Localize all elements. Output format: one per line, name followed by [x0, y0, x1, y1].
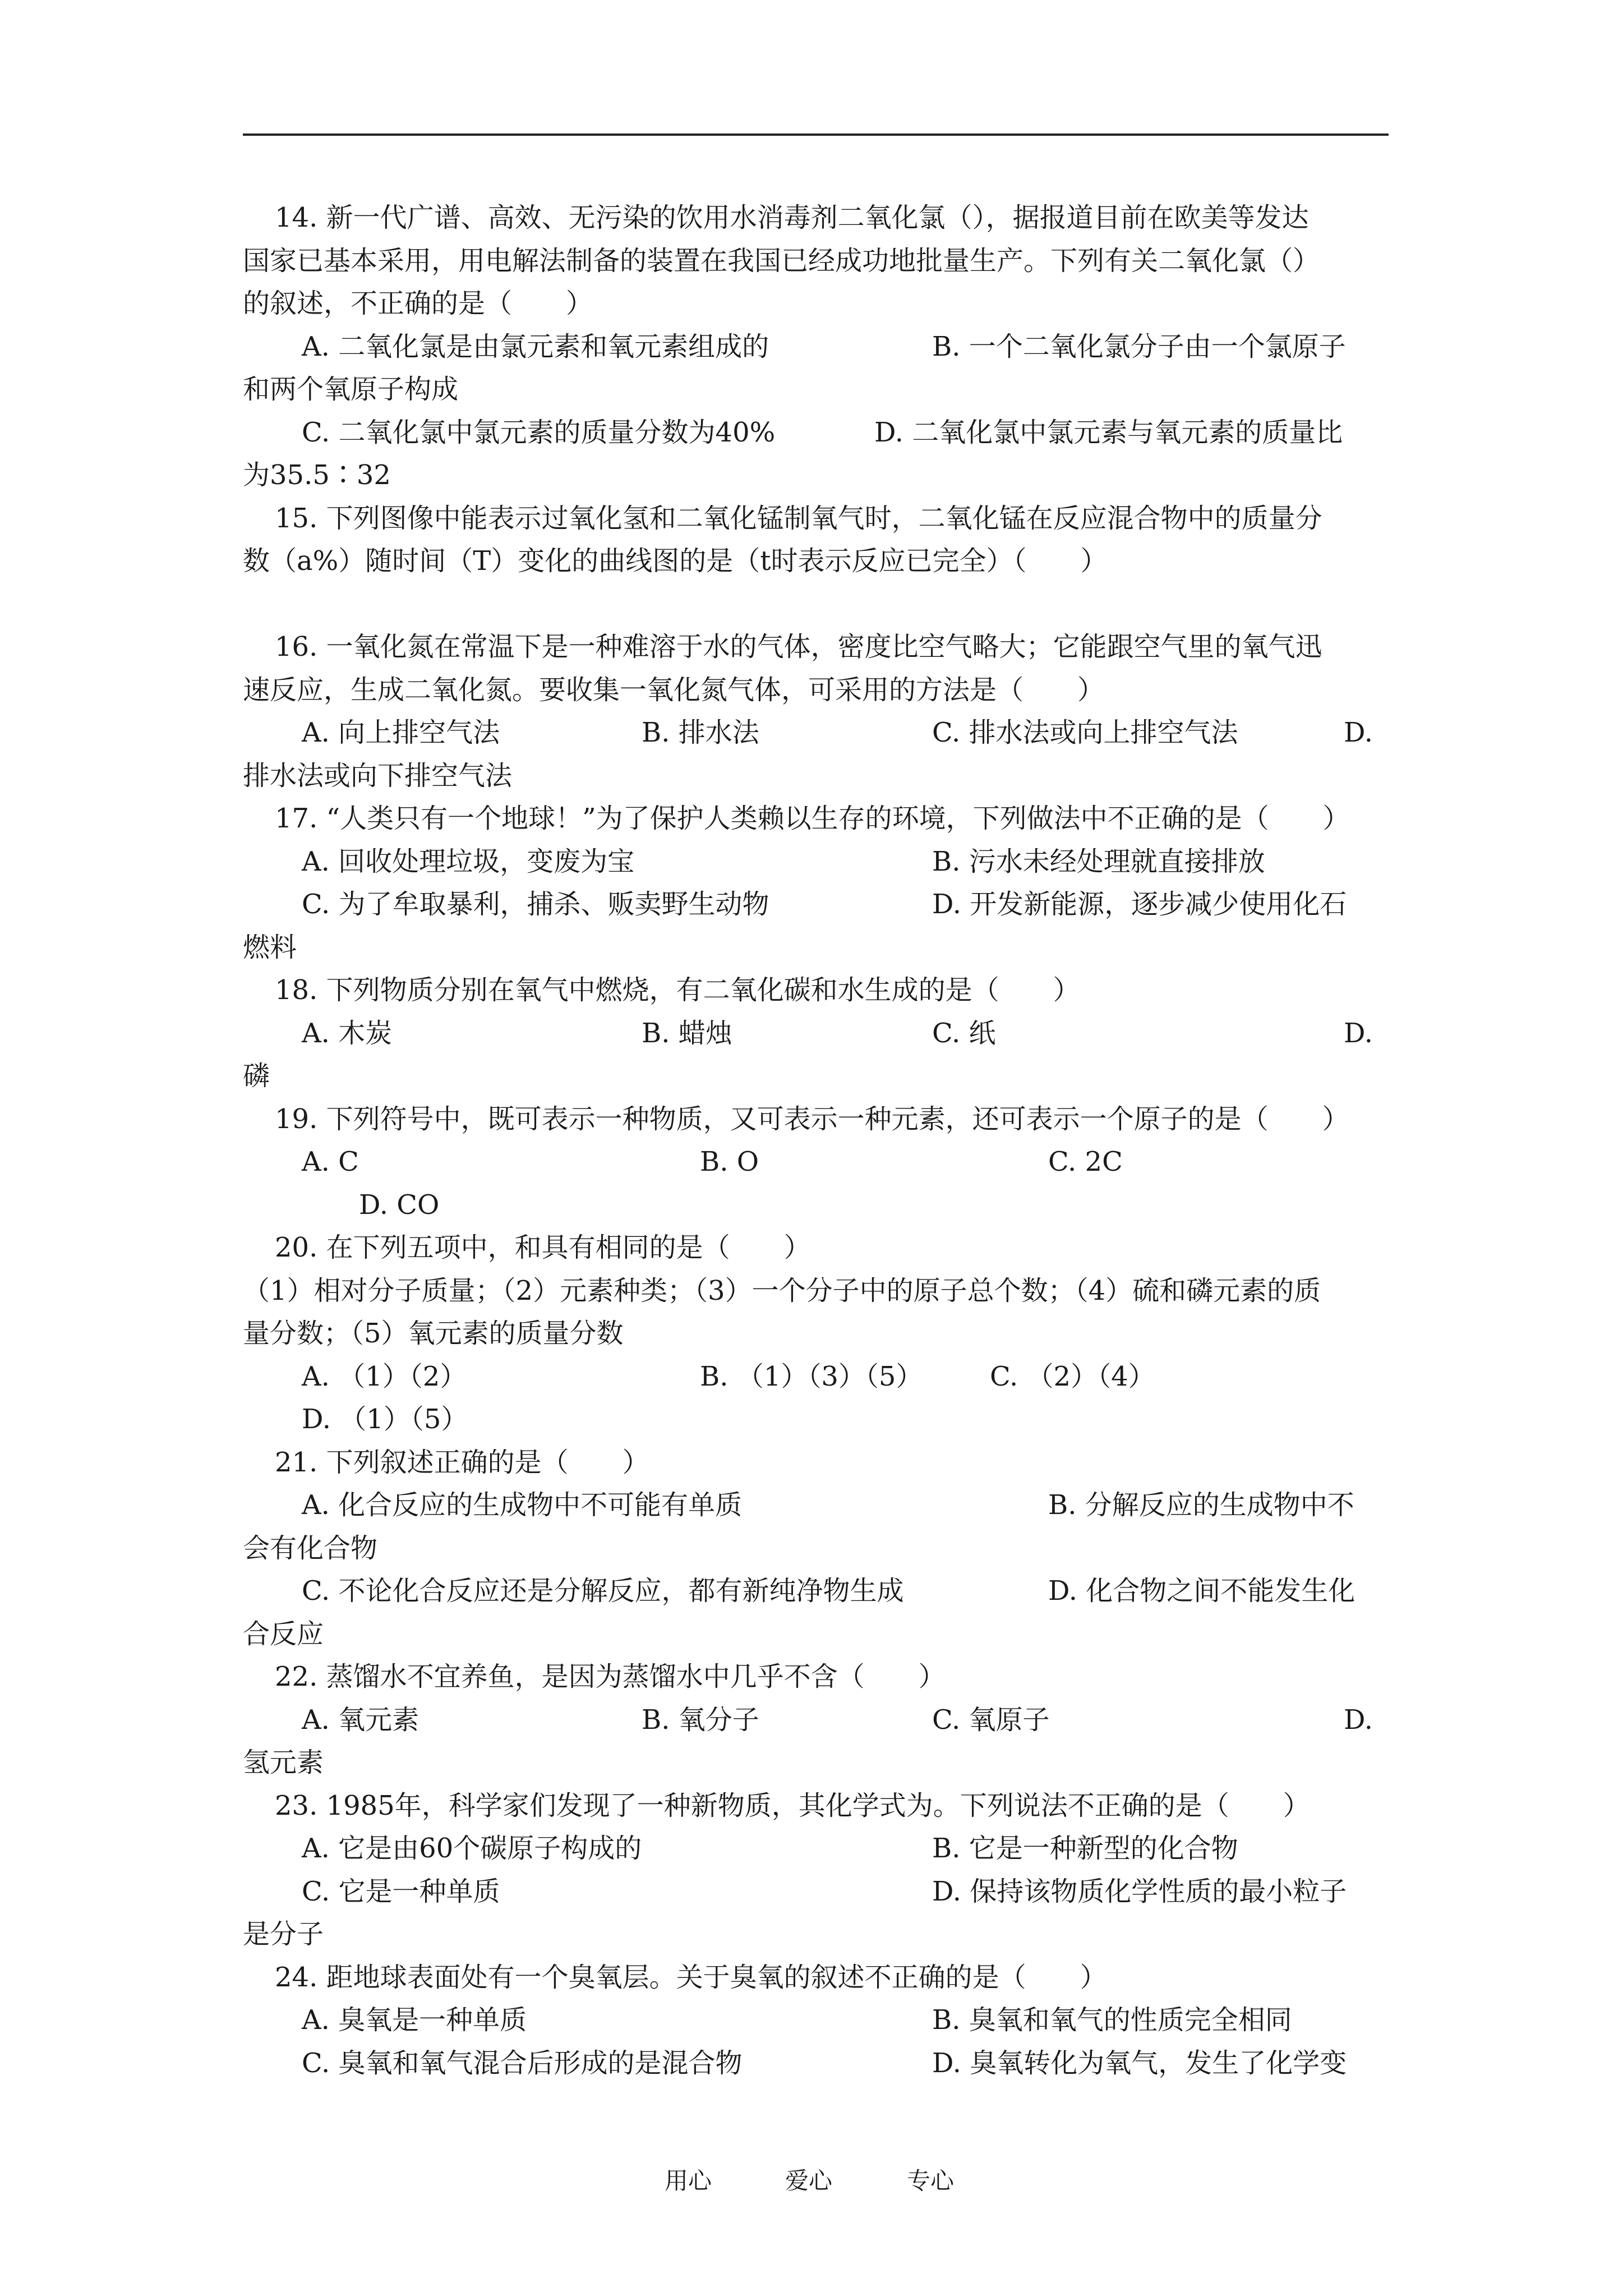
- q22-option-d: D.: [1344, 1704, 1373, 1736]
- q23-option-d: D. 保持该物质化学性质的最小粒子: [932, 1875, 1347, 1907]
- q14-options-cd: [243, 411, 1389, 454]
- q22-options: [243, 1699, 1389, 1742]
- q24-line-1: 24. 距地球表面处有一个臭氧层。关于臭氧的叙述不正确的是（ ）: [275, 1961, 1107, 1993]
- q14-option-b-cont: 和两个氧原子构成: [243, 374, 459, 405]
- q18-option-c: C. 纸: [932, 1017, 996, 1049]
- q15-line-1: 15. 下列图像中能表示过氧化氢和二氧化锰制氧气时，二氧化锰在反应混合物中的质量分: [275, 502, 1322, 534]
- q18-option-b: B. 蜡烛: [642, 1017, 732, 1049]
- q14-line-2: 国家已基本采用，用电解法制备的装置在我国已经成功地批量生产。下列有关二氧化氯（）: [243, 245, 1320, 277]
- q22-option-c: C. 氧原子: [932, 1704, 1050, 1736]
- q21-option-c: C. 不论化合反应还是分解反应，都有新纯净物生成: [302, 1575, 904, 1607]
- q22-option-b: B. 氧分子: [642, 1704, 759, 1736]
- q17-option-a: A. 回收处理垃圾，变废为宝: [302, 845, 635, 877]
- q21-option-b: B. 分解反应的生成物中不: [1048, 1489, 1354, 1521]
- q20-option-d: D. （1）（5）: [302, 1404, 468, 1435]
- q14-option-b: B. 一个二氧化氯分子由一个氯原子: [932, 330, 1346, 362]
- q17-option-b: B. 污水未经处理就直接排放: [932, 845, 1265, 877]
- q19-line-1: 19. 下列符号中，既可表示一种物质，又可表示一种元素，还可表示一个原子的是（ ）: [275, 1103, 1349, 1135]
- q16-line-2: 速反应，生成二氧化氮。要收集一氧化氮气体，可采用的方法是（ ）: [243, 674, 1105, 706]
- q16-option-a: A. 向上排空气法: [302, 717, 500, 748]
- q19-option-b: B. O: [700, 1146, 759, 1177]
- q16-options: [243, 711, 1389, 754]
- page-footer: [0, 2162, 1623, 2202]
- q20-line-2: （1）相对分子质量；（2）元素种类；（3）一个分子中的原子总个数；（4）硫和磷元素的质: [243, 1274, 1321, 1306]
- q23-option-a: A. 它是由60个碳原子构成的: [302, 1833, 642, 1864]
- q20-line-1: 20. 在下列五项中，和具有相同的是（ ）: [275, 1232, 811, 1263]
- footer-text-right: 专心: [907, 2167, 955, 2194]
- q20-option-c: C. （2）（4）: [990, 1360, 1155, 1392]
- q23-options-ab: [243, 1827, 1389, 1870]
- q24-options-ab: [243, 1999, 1389, 2042]
- q14-option-d-cont: 为35.5∶32: [243, 459, 391, 491]
- q23-option-c: C. 它是一种单质: [302, 1875, 500, 1907]
- q19-options: [243, 1140, 1389, 1184]
- q19-option-a: A. C: [302, 1146, 359, 1177]
- q21-option-d: D. 化合物之间不能发生化: [1048, 1575, 1355, 1607]
- question-content: [243, 196, 1389, 2085]
- q19-option-d: D. CO: [359, 1189, 440, 1221]
- q22-line-1: 22. 蒸馏水不宜养鱼，是因为蒸馏水中几乎不含（ ）: [275, 1661, 946, 1692]
- q17-options-cd: [243, 883, 1389, 926]
- q15-figure-gap: [243, 583, 1389, 626]
- q14-line-1: 14. 新一代广谱、高效、无污染的饮用水消毒剂二氧化氯（），据报道目前在欧美等发达: [275, 202, 1309, 233]
- q24-option-a: A. 臭氧是一种单质: [302, 2004, 527, 2036]
- q22-option-d-cont: 氢元素: [243, 1747, 324, 1778]
- q20-option-a: A. （1）（2）: [302, 1360, 467, 1392]
- q14-options-ab: [243, 325, 1389, 369]
- q14-option-c: C. 二氧化氯中氯元素的质量分数为40%: [302, 416, 776, 448]
- q17-line-1: 17. “人类只有一个地球！”为了保护人类赖以生存的环境，下列做法中不正确的是（ ）: [275, 803, 1350, 834]
- q18-line-1: 18. 下列物质分别在氧气中燃烧，有二氧化碳和水生成的是（ ）: [275, 974, 1080, 1006]
- q20-options: [243, 1355, 1389, 1398]
- q24-option-d: D. 臭氧转化为氧气，发生了化学变: [932, 2047, 1347, 2079]
- q14-line-3: 的叙述，不正确的是（ ）: [243, 288, 593, 319]
- footer-text-left: 用心: [665, 2167, 712, 2194]
- q22-option-a: A. 氧元素: [302, 1704, 419, 1736]
- q17-options-ab: [243, 840, 1389, 884]
- header-rule: [243, 134, 1389, 136]
- q23-line-1: 23. 1985年，科学家们发现了一种新物质，其化学式为。下列说法不正确的是（ ）: [275, 1789, 1310, 1821]
- q18-option-d-cont: 磷: [243, 1060, 270, 1092]
- q20-line-3: 量分数；（5）氧元素的质量分数: [243, 1318, 624, 1349]
- q21-line-1: 21. 下列叙述正确的是（ ）: [275, 1446, 649, 1478]
- q15-line-2: 数（a%）随时间（T）变化的曲线图的是（t时表示反应已完全）（ ）: [243, 545, 1108, 577]
- q16-option-d-cont: 排水法或向下排空气法: [243, 760, 513, 792]
- q19-option-c: C. 2C: [1048, 1146, 1123, 1177]
- q21-options-ab: [243, 1484, 1389, 1527]
- q17-option-c: C. 为了牟取暴利，捕杀、贩卖野生动物: [302, 889, 769, 920]
- q21-options-cd: [243, 1570, 1389, 1613]
- q17-option-d: D. 开发新能源，逐步减少使用化石: [932, 889, 1347, 920]
- q23-options-cd: [243, 1870, 1389, 1913]
- q21-option-d-cont: 合反应: [243, 1618, 324, 1650]
- q16-line-1: 16. 一氧化氮在常温下是一种难溶于水的气体，密度比空气略大；它能跟空气里的氧气迅: [275, 631, 1322, 662]
- q16-option-d: D.: [1344, 717, 1373, 748]
- q24-options-cd: [243, 2042, 1389, 2085]
- q20-option-b: B. （1）（3）（5）: [700, 1360, 923, 1392]
- q23-option-b: B. 它是一种新型的化合物: [932, 1833, 1238, 1864]
- q14-option-d: D. 二氧化氯中氯元素与氧元素的质量比: [874, 416, 1343, 448]
- q21-option-b-cont: 会有化合物: [243, 1532, 378, 1564]
- q24-option-c: C. 臭氧和氧气混合后形成的是混合物: [302, 2047, 743, 2079]
- q18-options: [243, 1012, 1389, 1055]
- q21-option-a: A. 化合反应的生成物中不可能有单质: [302, 1489, 743, 1521]
- q14-option-a: A. 二氧化氯是由氯元素和氧元素组成的: [302, 330, 769, 362]
- q18-option-d: D.: [1344, 1017, 1373, 1049]
- q16-option-c: C. 排水法或向上排空气法: [932, 717, 1238, 748]
- footer-text-middle: 爱心: [785, 2167, 833, 2194]
- q24-option-b: B. 臭氧和氧气的性质完全相同: [932, 2004, 1292, 2036]
- q23-option-d-cont: 是分子: [243, 1918, 324, 1950]
- q18-option-a: A. 木炭: [302, 1017, 393, 1049]
- q17-option-d-cont: 燃料: [243, 931, 297, 963]
- q16-option-b: B. 排水法: [642, 717, 759, 748]
